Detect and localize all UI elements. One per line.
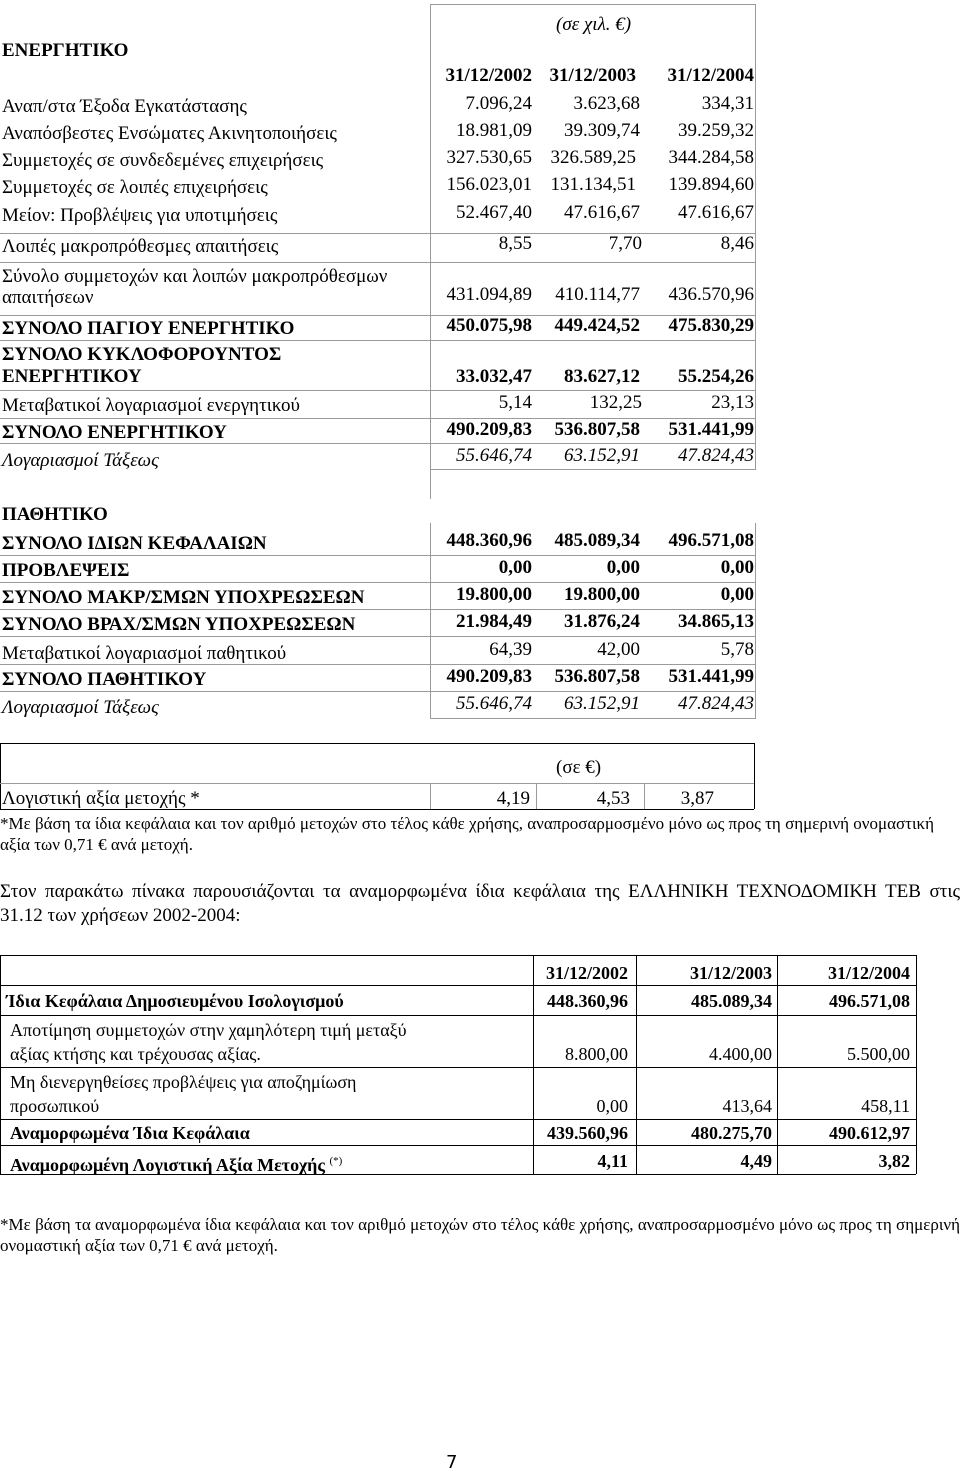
liabilities-heading: ΠΑΘΗΤΙΚΟ [2, 504, 108, 525]
unit-note: (σε €) [556, 757, 602, 778]
year-header: 31/12/2003 [689, 963, 772, 983]
book-value: 3,87 [680, 788, 714, 809]
year-header: 31/12/2002 [445, 65, 532, 86]
intro-paragraph: Στον παρακάτω πίνακα παρουσιάζονται τα αναμορφωμένα ίδια κεφάλαια της ΕΛΛΗΝΙΚΗ ΤΕΧΝΟΔΟΜΙΚΗ ΤΕΒ στις 31.12 των χρήσεων 2002-2004: [0, 881, 960, 926]
year-header: 31/12/2004 [667, 65, 754, 86]
adjusted-footnote: *Με βάση τα αναμορφωμένα ίδια κεφάλαια και τον αριθμό μετοχών στο τέλος κάθε χρήσης, αναπροσαρμοσμένο μόνο ως προς τη σημερινή ονομαστική αξία των 0,71 € ανά μετοχή. [0, 1215, 960, 1255]
year-header: 31/12/2003 [549, 65, 636, 86]
book-value-footnote: *Με βάση τα ίδια κεφάλαια και τον αριθμό μετοχών στο τέλος κάθε χρήσης, αναπροσαρμοσμένο μόνο ως προς τη σημερινή ονομαστική αξία των 0,71 € ανά μετοχή. [0, 814, 934, 854]
book-value-label: Λογιστική αξία μετοχής * [2, 788, 200, 809]
year-header: 31/12/2002 [545, 963, 628, 983]
book-value: 4,53 [596, 788, 630, 809]
assets-heading: ΕΝΕΡΓΗΤΙΚΟ [2, 40, 129, 61]
unit-note: (σε χιλ. €) [556, 14, 632, 35]
book-value: 4,19 [496, 788, 530, 809]
year-header: 31/12/2004 [827, 963, 910, 983]
page-number: 7 [446, 1452, 458, 1473]
footnote-marker: (*) [329, 1155, 343, 1167]
